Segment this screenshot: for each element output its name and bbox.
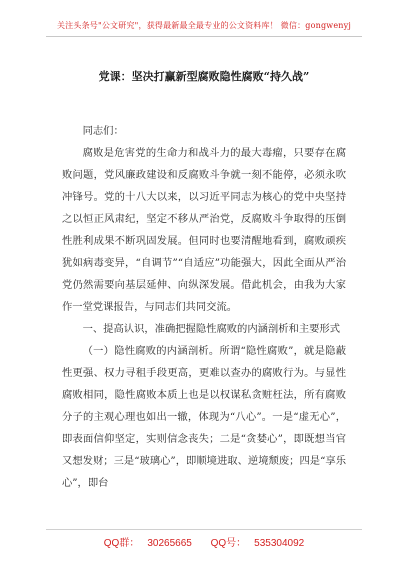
footer-contact [0,534,408,549]
qq-label: QQ号： [210,538,247,549]
qq-group [100,538,196,549]
document-title: 党课：坚决打赢新型腐败隐性腐败“持久战” [98,70,310,83]
section-heading: 一、提高认识，准确把握隐性腐败的内涵剖析和主要形式 [82,323,341,335]
salutation: 同志们： [82,125,124,137]
footer-divider [46,529,362,530]
qq-group-number: 30265665 [147,538,192,549]
qq-group-label: QQ群： [103,538,140,549]
header-banner: 关注头条号"公文研究"，获得最新最全最专业的公文资料库！ 微信：gongwenyj [56,21,352,30]
header-divider [46,36,362,37]
qq-contact [207,538,309,549]
paragraph-definition: （一）隐性腐败的内涵剖析。所谓“隐性腐败”，就是隐蔽性更强、权力寻租手段更高，更难以查办的腐败行为。与显性腐败相同，隐性腐败本质上也是以权谋私贪赃枉法，所有腐败分子的主观心理也如出一辙，体现为“八心”。一是“虚无心”，即表面信仰坚定，实则信念丧失；二是“贪婪心”，即既想当官又想发财；三是“玻璃心”，即顺境进取、逆境颓废；四是“享乐心”，即台 [62,345,346,489]
document-body [62,120,346,494]
qq-number: 535304092 [254,538,305,549]
paragraph-intro: 腐败是危害党的生命力和战斗力的最大毒瘤，只要存在腐败问题，党风廉政建设和反腐败斗争就一刻不能停，必须永吹冲锋号。党的十八大以来，以习近平同志为核心的党中央坚持之以恒正风肃纪，坚定不移从严治党，反腐败斗争取得的压倒性胜利成果不断巩固发展。但同时也要清醒地看到，腐败顽疾犹如病毒变异，“自调节”“自适应”功能强大，因此全面从严治党仍然需要向基层延伸、向纵深发展。借此机会，由我为大家作一堂党课报告，与同志们共同交流。 [62,147,346,313]
